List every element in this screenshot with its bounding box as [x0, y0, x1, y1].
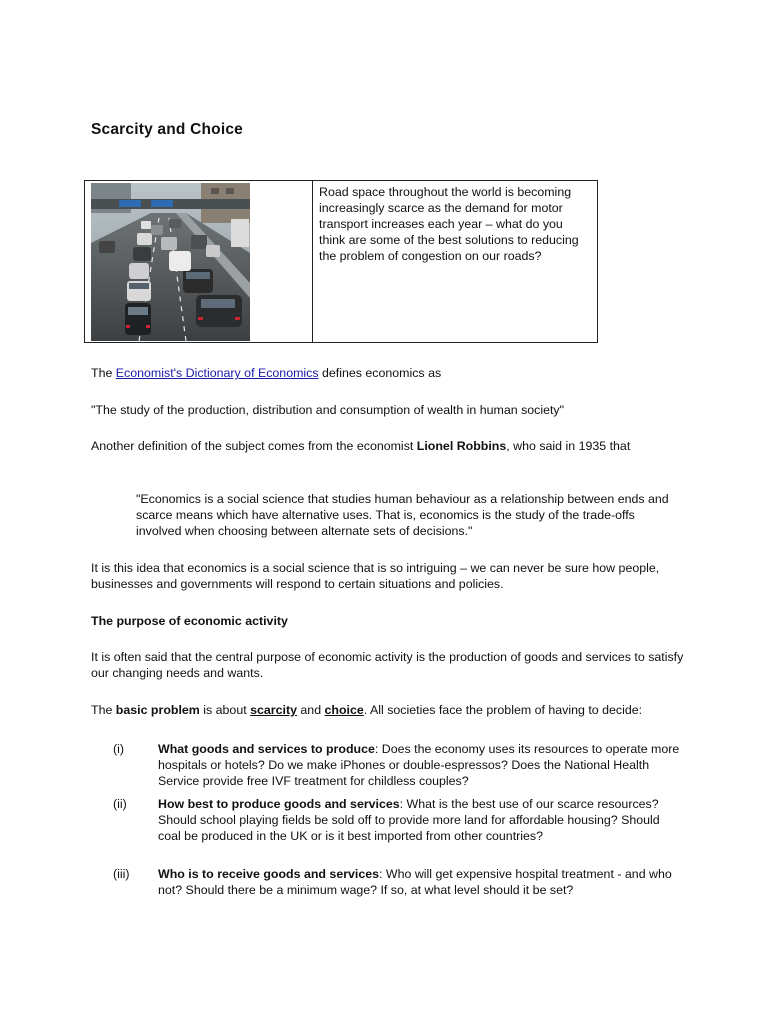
basic-text-and: and [296, 703, 325, 717]
basic-text-mid: is about [199, 703, 251, 717]
basic-problem-paragraph [91, 702, 671, 718]
robbins-paragraph [91, 438, 691, 454]
list-item-body: : Who will get expensive hospital treatment - and who not? Should there be a minimum wage? If so, at what level should it be set? [158, 867, 672, 897]
intro-paragraph [91, 365, 691, 381]
robbins-text: Another definition of the subject comes from the economist [91, 439, 417, 453]
intro-text-end: defines economics as [318, 366, 442, 380]
list-item-heading: Who is to receive goods and services [158, 867, 380, 881]
robbins-text-end: , who said in 1935 that [506, 439, 631, 453]
intro-text: The [91, 366, 116, 380]
list-text [158, 741, 683, 789]
economist-dictionary-link[interactable]: Economist's Dictionary of Economics [115, 366, 319, 380]
photo-table [84, 180, 598, 343]
list-item-body: : What is the best use of our scarce resources? Should school playing fields be sold off to provide more land for affordable housing? Should coal be produced in the UK or is it best imported from other countries? [158, 797, 660, 843]
list-item-heading: How best to produce goods and services [158, 797, 400, 811]
robbins-name: Lionel Robbins [416, 439, 507, 453]
choice-term: choice [324, 703, 364, 717]
list-item [113, 796, 683, 844]
photo-caption: Road space throughout the world is becoming increasingly scarce as the demand for motor transport increases each year – what do you think are some of the best solutions to reducing the problem of congestion on our roads? [319, 185, 579, 263]
list-text [158, 866, 683, 898]
purpose-paragraph: It is often said that the central purpose of economic activity is the production of goods and services to satisfy our changing needs and wants. [91, 650, 684, 680]
social-science-paragraph: It is this idea that economics is a social science that is so intriguing – we can never be sure how people, businesses and governments will respond to certain situations and policies. [91, 561, 660, 591]
list-item-heading: What goods and services to produce [158, 742, 375, 756]
scarcity-term: scarcity [250, 703, 297, 717]
page-title: Scarcity and Choice [91, 121, 243, 138]
basic-text: The [91, 703, 116, 717]
list-number: (ii) [113, 797, 127, 811]
traffic-photo [91, 183, 250, 341]
photo-cell [85, 181, 313, 342]
list-text [158, 796, 683, 844]
basic-text-end: . All societies face the problem of having to decide: [363, 703, 643, 717]
robbins-quote: "Economics is a social science that studies human behaviour as a relationship between ends and scarce means which have alternative uses. That is, economics is the study of the trade-offs involved when choosing between alternate sets of decisions." [136, 492, 669, 538]
basic-problem-term: basic problem [115, 703, 200, 717]
list-number: (iii) [113, 867, 130, 881]
purpose-heading: The purpose of economic activity [91, 614, 288, 628]
definition-paragraph: "The study of the production, distribution and consumption of wealth in human society" [91, 403, 565, 417]
list-item [113, 741, 683, 789]
list-item-body: : Does the economy uses its resources to operate more hospitals or hotels? Do we make iPhones or double-espressos? Does the National Health Service provide free IVF treatment for childless couples? [158, 742, 680, 788]
list-number: (i) [113, 742, 125, 756]
list-item [113, 866, 683, 898]
